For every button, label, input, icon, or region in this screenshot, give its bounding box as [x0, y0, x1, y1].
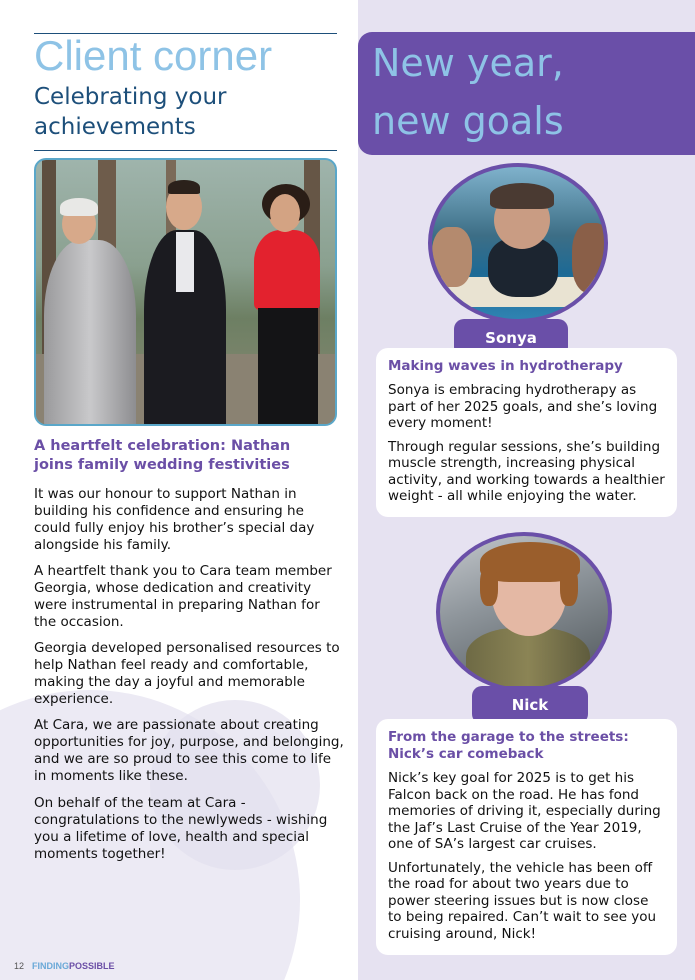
section-subtitle: Celebrating your achievements	[34, 84, 227, 140]
page-number: 12	[14, 961, 25, 971]
section-title: Client corner	[34, 32, 273, 79]
article-paragraph: At Cara, we are passionate about creating opportunities for joy, purpose, and belonging, and we are so proud to see this come to life in moments like these.	[34, 717, 344, 784]
article-paragraph: It was our honour to support Nathan in building his confidence and ensuring he could fully enjoy his brother’s special day alongside his family.	[34, 486, 315, 553]
brand-logo: FINDINGPOSSIBLE	[32, 961, 115, 971]
sonya-photo	[428, 163, 608, 323]
article-paragraph: A heartfelt thank you to Cara team member Georgia, whose dedication and creativity were instrumental in preparing Nathan for the occasion.	[34, 563, 332, 630]
nick-paragraph: Unfortunately, the vehicle has been off the road for about two years due to power steering issues but is now close to being repaired. Can’t wait to see you cruising around, Nick!	[388, 859, 657, 942]
article-paragraph: Georgia developed personalised resources to help Nathan feel ready and comfortable, making the day a joyful and memorable experience.	[34, 640, 340, 707]
sonya-paragraph: Through regular sessions, she’s building muscle strength, increasing physical activity, and working towards a healthier weight - all while enjoying the water.	[388, 438, 665, 504]
right-column	[358, 0, 695, 980]
article-paragraph: On behalf of the team at Cara - congratulations to the newlyweds - wishing you a lifetime of love, health and special moments together!	[34, 795, 328, 862]
sonya-heading: Making waves in hydrotherapy	[388, 358, 623, 374]
sonya-paragraph: Sonya is embracing hydrotherapy as part of her 2025 goals, and she’s loving every moment!	[388, 382, 658, 431]
banner-title-line2: new goals	[372, 99, 564, 143]
nick-name-tag: Nick	[472, 686, 588, 724]
nick-card	[376, 719, 677, 955]
nick-photo	[436, 532, 612, 692]
wedding-photo	[34, 158, 337, 426]
bottom-rule	[34, 150, 337, 151]
goals-banner	[358, 32, 695, 155]
article-heading: A heartfelt celebration: Nathan joins family wedding festivities	[34, 438, 291, 473]
sonya-card	[376, 348, 677, 517]
banner-title-line1: New year,	[372, 41, 564, 85]
page-footer	[14, 961, 115, 971]
nick-heading: From the garage to the streets: Nick’s car comeback	[388, 729, 629, 762]
sonya-name-tag: Sonya	[454, 319, 568, 357]
nick-paragraph: Nick’s key goal for 2025 is to get his Falcon back on the road. He has fond memories of driving it, especially during the Jaf’s Last Cruise of the Year 2019, one of SA’s largest car cruises.	[388, 770, 661, 852]
